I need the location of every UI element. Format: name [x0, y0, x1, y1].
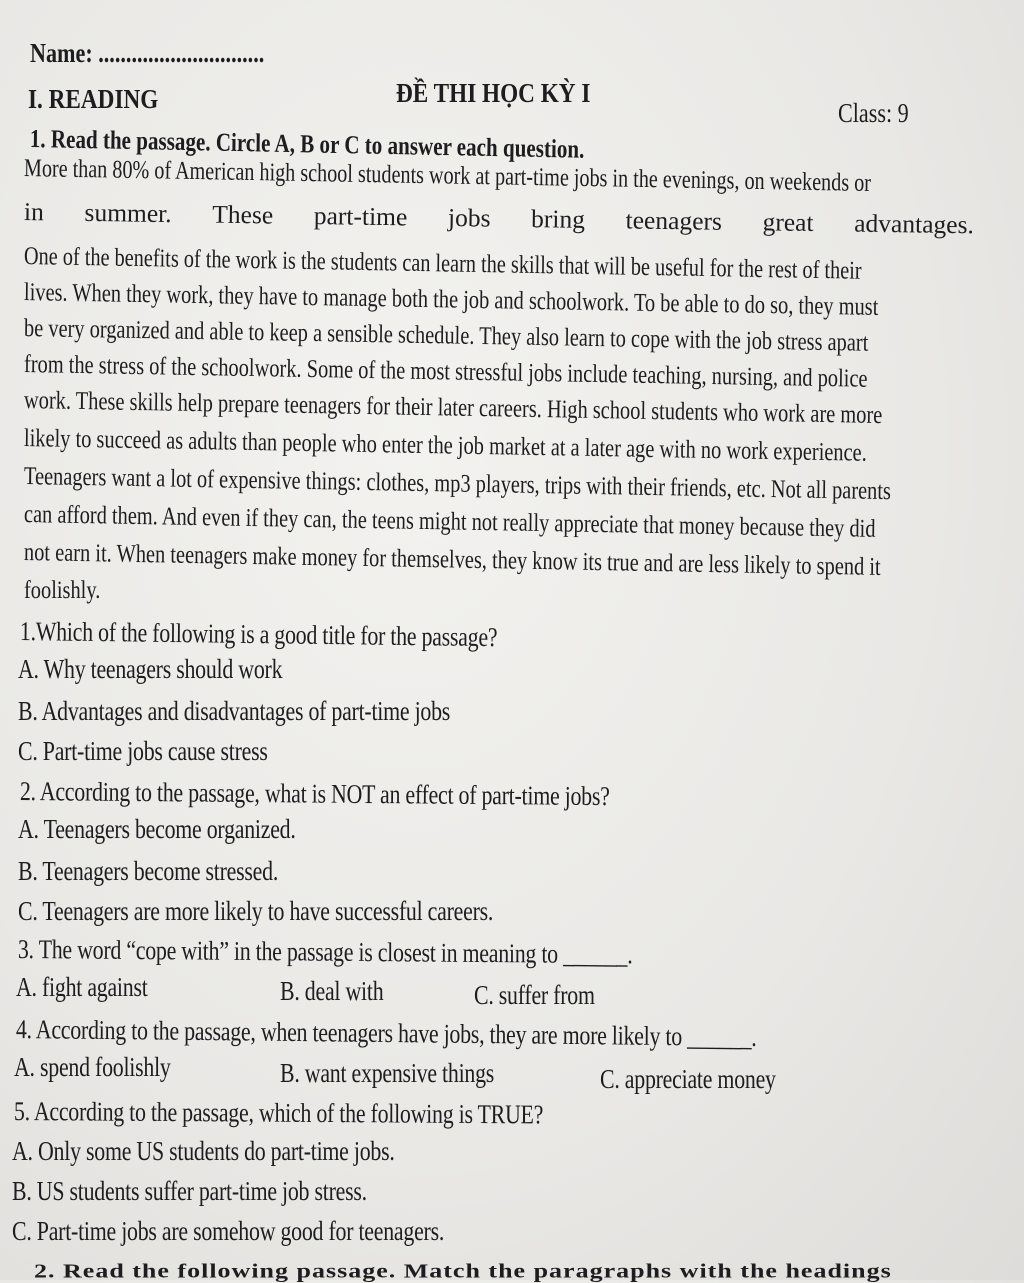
question-3: 3. The word “cope with” in the passage is closest in meaning to ______.	[17, 934, 633, 970]
question-2-option-c[interactable]: C. Teenagers are more likely to have successful careers.	[18, 896, 494, 926]
passage-line: can afford them. And even if they can, the teens might not really appreciate that money because they did	[23, 499, 876, 543]
passage-line: foolishly.	[24, 575, 101, 604]
passage-line: lives. When they work, they have to manage both the job and schoolwork. To be able to do so, they must	[23, 277, 879, 321]
question-5-option-a[interactable]: A. Only some US students do part-time jobs.	[12, 1136, 395, 1166]
question-4-option-a[interactable]: A. spend foolishly	[14, 1052, 171, 1082]
instruction: 1. Read the passage. Circle A, B or C to answer each question.	[29, 124, 585, 164]
passage-line: be very organized and able to keep a sensible schedule. They also learn to cope with the job stress apart	[23, 313, 869, 357]
question-4-option-b[interactable]: B. want expensive things	[280, 1058, 495, 1088]
question-5: 5. According to the passage, which of the following is TRUE?	[13, 1096, 544, 1130]
question-5-option-c[interactable]: C. Part-time jobs are somehow good for teenagers.	[12, 1216, 445, 1246]
question-5-option-b[interactable]: B. US students suffer part-time job stress.	[12, 1176, 367, 1206]
passage-line: More than 80% of American high school students work at part-time jobs in the evenings, on weekends or	[23, 153, 872, 197]
question-1-option-c[interactable]: C. Part-time jobs cause stress	[18, 736, 268, 766]
question-1-option-a[interactable]: A. Why teenagers should work	[18, 654, 283, 684]
question-2-option-a[interactable]: A. Teenagers become organized.	[18, 814, 296, 844]
passage-line: in summer. These part-time jobs bring teenagers great advantages.	[23, 197, 975, 240]
next-section-heading: 2. Read the following passage. Match the paragraphs with the headings	[34, 1260, 892, 1282]
name-field-label: Name: ..............................	[30, 38, 265, 68]
question-3-option-a[interactable]: A. fight against	[16, 972, 148, 1002]
question-2-option-b[interactable]: B. Teenagers become stressed.	[18, 856, 279, 886]
question-1-option-b[interactable]: B. Advantages and disadvantages of part-time jobs	[18, 696, 451, 726]
passage-line: One of the benefits of the work is the students can learn the skills that will be useful for the rest of their	[23, 241, 862, 285]
passage-line: Teenagers want a lot of expensive things: clothes, mp3 players, trips with their friends, etc. Not all parents	[23, 461, 892, 506]
passage-line: work. These skills help prepare teenagers for their later careers. High school students who work are more	[23, 385, 883, 429]
question-3-option-b[interactable]: B. deal with	[280, 976, 384, 1006]
passage-line: likely to succeed as adults than people who enter the job market at a later age with no work experience.	[23, 423, 867, 467]
passage-line: not earn it. When teenagers make money for themselves, they know its true and are less likely to spend it	[23, 537, 881, 581]
question-4: 4. According to the passage, when teenagers have jobs, they are more likely to ______.	[15, 1014, 757, 1052]
question-3-option-c[interactable]: C. suffer from	[474, 980, 595, 1010]
question-2: 2. According to the passage, what is NOT an effect of part-time jobs?	[19, 776, 610, 812]
question-1: 1.Which of the following is a good title for the passage?	[19, 616, 498, 653]
question-4-option-c[interactable]: C. appreciate money	[600, 1064, 776, 1094]
exam-title: ĐỀ THI HỌC KỲ I	[396, 78, 591, 108]
section-heading: I. READING	[28, 84, 159, 114]
passage-line: from the stress of the schoolwork. Some of the most stressful jobs include teaching, nursing, and police	[23, 349, 868, 393]
class-label: Class: 9	[838, 98, 909, 128]
